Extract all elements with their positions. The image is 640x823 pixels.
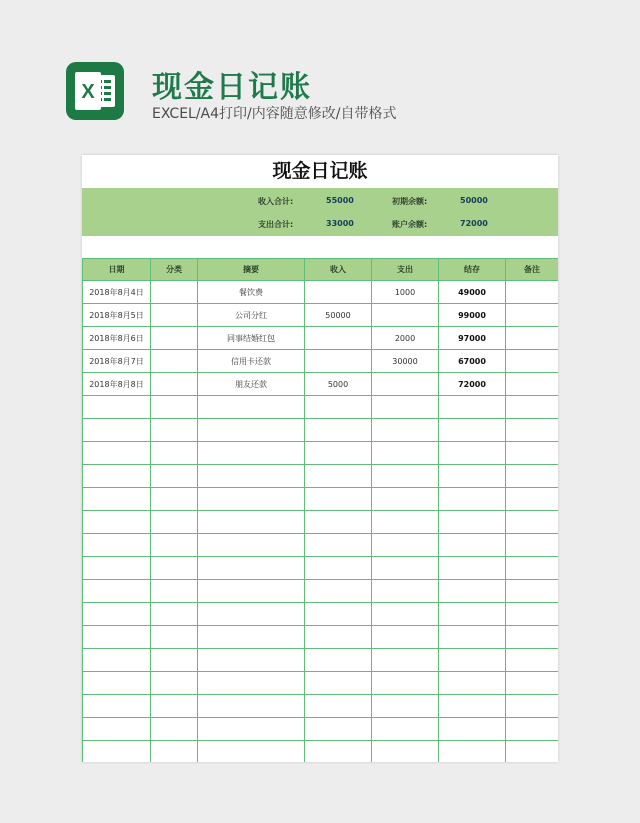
cell-date xyxy=(83,465,151,488)
cell-expense: 1000 xyxy=(372,281,439,304)
opening-balance-value: 50000 xyxy=(460,196,488,205)
cell-notes xyxy=(506,281,559,304)
cell-summary xyxy=(198,626,305,649)
logo-letter: X xyxy=(81,81,95,103)
cell-income xyxy=(305,603,372,626)
page-title: 现金日记账 xyxy=(152,70,312,105)
column-header-notes: 备注 xyxy=(506,259,559,281)
cell-income xyxy=(305,534,372,557)
cell-summary xyxy=(198,557,305,580)
cell-date xyxy=(83,649,151,672)
cell-category xyxy=(151,281,198,304)
cell-expense xyxy=(372,580,439,603)
cell-category xyxy=(151,465,198,488)
cell-summary: 公司分红 xyxy=(198,304,305,327)
cell-notes xyxy=(506,603,559,626)
empty-table-row xyxy=(83,672,559,695)
page-subtitle: EXCEL/A4打印/内容随意修改/自带格式 xyxy=(152,106,397,122)
cell-summary xyxy=(198,695,305,718)
cell-summary: 餐饮费 xyxy=(198,281,305,304)
empty-table-row xyxy=(83,557,559,580)
cell-summary xyxy=(198,465,305,488)
cell-expense xyxy=(372,511,439,534)
cell-date xyxy=(83,442,151,465)
column-header-expense: 支出 xyxy=(372,259,439,281)
cell-category xyxy=(151,419,198,442)
account-balance-value: 72000 xyxy=(460,219,488,228)
cell-date xyxy=(83,603,151,626)
empty-table-row xyxy=(83,603,559,626)
cell-notes xyxy=(506,626,559,649)
cell-balance xyxy=(439,741,506,763)
cell-income xyxy=(305,626,372,649)
cell-category xyxy=(151,557,198,580)
cell-notes xyxy=(506,442,559,465)
cell-balance xyxy=(439,442,506,465)
cell-notes xyxy=(506,718,559,741)
cell-expense xyxy=(372,304,439,327)
cell-expense xyxy=(372,626,439,649)
cell-date xyxy=(83,419,151,442)
cell-expense xyxy=(372,534,439,557)
empty-table-row xyxy=(83,649,559,672)
cell-notes xyxy=(506,649,559,672)
cell-income: 5000 xyxy=(305,373,372,396)
cell-balance xyxy=(439,580,506,603)
column-header-category: 分类 xyxy=(151,259,198,281)
summary-band xyxy=(82,188,558,236)
table-row xyxy=(83,373,559,396)
table-row xyxy=(83,281,559,304)
expense-total-label: 支出合计: xyxy=(258,220,294,229)
cell-category xyxy=(151,695,198,718)
cell-date: 2018年8月7日 xyxy=(83,350,151,373)
empty-table-row xyxy=(83,442,559,465)
cell-summary xyxy=(198,649,305,672)
empty-table-row xyxy=(83,419,559,442)
cell-expense xyxy=(372,465,439,488)
cell-balance xyxy=(439,488,506,511)
cell-date xyxy=(83,557,151,580)
cell-balance xyxy=(439,419,506,442)
cell-date xyxy=(83,718,151,741)
cell-income xyxy=(305,419,372,442)
cell-category xyxy=(151,373,198,396)
cell-income xyxy=(305,557,372,580)
cell-notes xyxy=(506,373,559,396)
cell-expense xyxy=(372,557,439,580)
cell-expense xyxy=(372,419,439,442)
cell-category xyxy=(151,649,198,672)
cell-summary xyxy=(198,442,305,465)
cell-category xyxy=(151,442,198,465)
cell-expense xyxy=(372,603,439,626)
table-row xyxy=(83,350,559,373)
cell-category xyxy=(151,350,198,373)
cell-income xyxy=(305,327,372,350)
cell-income xyxy=(305,396,372,419)
cell-balance xyxy=(439,396,506,419)
table-row xyxy=(83,327,559,350)
empty-table-row xyxy=(83,534,559,557)
column-header-balance: 结存 xyxy=(439,259,506,281)
cell-date xyxy=(83,580,151,603)
cell-category xyxy=(151,603,198,626)
cell-date xyxy=(83,534,151,557)
column-header-date: 日期 xyxy=(83,259,151,281)
cell-summary xyxy=(198,580,305,603)
column-header-summary: 摘要 xyxy=(198,259,305,281)
empty-table-row xyxy=(83,580,559,603)
cell-income xyxy=(305,672,372,695)
cell-expense xyxy=(372,718,439,741)
cell-summary: 同事结婚红包 xyxy=(198,327,305,350)
cell-category xyxy=(151,327,198,350)
table-header-row xyxy=(83,259,559,281)
cell-balance xyxy=(439,672,506,695)
cell-summary: 信用卡还款 xyxy=(198,350,305,373)
cell-expense xyxy=(372,649,439,672)
cell-notes xyxy=(506,580,559,603)
cell-category xyxy=(151,534,198,557)
cell-notes xyxy=(506,396,559,419)
cell-summary xyxy=(198,419,305,442)
cell-expense: 2000 xyxy=(372,327,439,350)
cell-balance xyxy=(439,626,506,649)
excel-logo-icon xyxy=(66,62,124,120)
empty-table-row xyxy=(83,511,559,534)
income-total-label: 收入合计: xyxy=(258,197,294,206)
cell-summary xyxy=(198,488,305,511)
cell-category xyxy=(151,580,198,603)
cell-expense xyxy=(372,488,439,511)
cell-notes xyxy=(506,327,559,350)
cell-balance xyxy=(439,534,506,557)
cell-balance: 49000 xyxy=(439,281,506,304)
cell-income xyxy=(305,442,372,465)
empty-table-row xyxy=(83,396,559,419)
cell-notes xyxy=(506,534,559,557)
cell-summary xyxy=(198,511,305,534)
cell-balance xyxy=(439,511,506,534)
cell-expense: 30000 xyxy=(372,350,439,373)
cell-category xyxy=(151,304,198,327)
cell-category xyxy=(151,672,198,695)
cell-summary: 朋友还款 xyxy=(198,373,305,396)
empty-table-row xyxy=(83,626,559,649)
cell-expense xyxy=(372,672,439,695)
cell-notes xyxy=(506,350,559,373)
cell-notes xyxy=(506,557,559,580)
spreadsheet-preview xyxy=(82,155,558,762)
cell-balance xyxy=(439,649,506,672)
cell-notes xyxy=(506,419,559,442)
empty-table-row xyxy=(83,718,559,741)
cell-expense xyxy=(372,741,439,763)
cell-income xyxy=(305,350,372,373)
cell-summary xyxy=(198,741,305,763)
cell-notes xyxy=(506,511,559,534)
sheet-title: 现金日记账 xyxy=(272,160,368,182)
income-total-value: 55000 xyxy=(326,196,354,205)
cell-category xyxy=(151,741,198,763)
cell-balance: 72000 xyxy=(439,373,506,396)
cell-balance xyxy=(439,465,506,488)
cell-balance: 67000 xyxy=(439,350,506,373)
cell-income xyxy=(305,741,372,763)
cell-balance xyxy=(439,695,506,718)
cell-income xyxy=(305,580,372,603)
cell-balance: 97000 xyxy=(439,327,506,350)
cell-category xyxy=(151,718,198,741)
cell-balance: 99000 xyxy=(439,304,506,327)
cell-summary xyxy=(198,718,305,741)
cell-date: 2018年8月4日 xyxy=(83,281,151,304)
cell-date xyxy=(83,626,151,649)
cell-summary xyxy=(198,396,305,419)
cell-category xyxy=(151,626,198,649)
opening-balance-label: 初期余额: xyxy=(392,197,428,206)
column-header-income: 收入 xyxy=(305,259,372,281)
cell-date xyxy=(83,695,151,718)
cell-expense xyxy=(372,695,439,718)
table-row xyxy=(83,304,559,327)
cell-expense xyxy=(372,396,439,419)
cell-date: 2018年8月5日 xyxy=(83,304,151,327)
empty-table-row xyxy=(83,488,559,511)
cell-income xyxy=(305,695,372,718)
cell-expense xyxy=(372,373,439,396)
cash-journal-table xyxy=(82,258,558,762)
cell-income xyxy=(305,281,372,304)
cell-income xyxy=(305,488,372,511)
cell-expense xyxy=(372,442,439,465)
cell-income xyxy=(305,511,372,534)
cell-notes xyxy=(506,304,559,327)
cell-notes xyxy=(506,488,559,511)
cell-income: 50000 xyxy=(305,304,372,327)
cell-notes xyxy=(506,741,559,763)
account-balance-label: 账户余额: xyxy=(392,220,428,229)
empty-table-row xyxy=(83,695,559,718)
cell-category xyxy=(151,488,198,511)
cell-summary xyxy=(198,534,305,557)
cell-date xyxy=(83,488,151,511)
cell-summary xyxy=(198,672,305,695)
empty-table-row xyxy=(83,465,559,488)
cell-notes xyxy=(506,465,559,488)
cell-income xyxy=(305,718,372,741)
cell-date xyxy=(83,396,151,419)
cell-date xyxy=(83,511,151,534)
cell-summary xyxy=(198,603,305,626)
cell-date: 2018年8月6日 xyxy=(83,327,151,350)
cell-income xyxy=(305,649,372,672)
cell-date xyxy=(83,672,151,695)
cell-balance xyxy=(439,718,506,741)
empty-table-row xyxy=(83,741,559,763)
cell-category xyxy=(151,511,198,534)
cell-date: 2018年8月8日 xyxy=(83,373,151,396)
cell-date xyxy=(83,741,151,763)
cell-income xyxy=(305,465,372,488)
expense-total-value: 33000 xyxy=(326,219,354,228)
page-header xyxy=(0,0,640,150)
cell-notes xyxy=(506,672,559,695)
cell-category xyxy=(151,396,198,419)
cell-balance xyxy=(439,603,506,626)
cell-notes xyxy=(506,695,559,718)
cell-balance xyxy=(439,557,506,580)
